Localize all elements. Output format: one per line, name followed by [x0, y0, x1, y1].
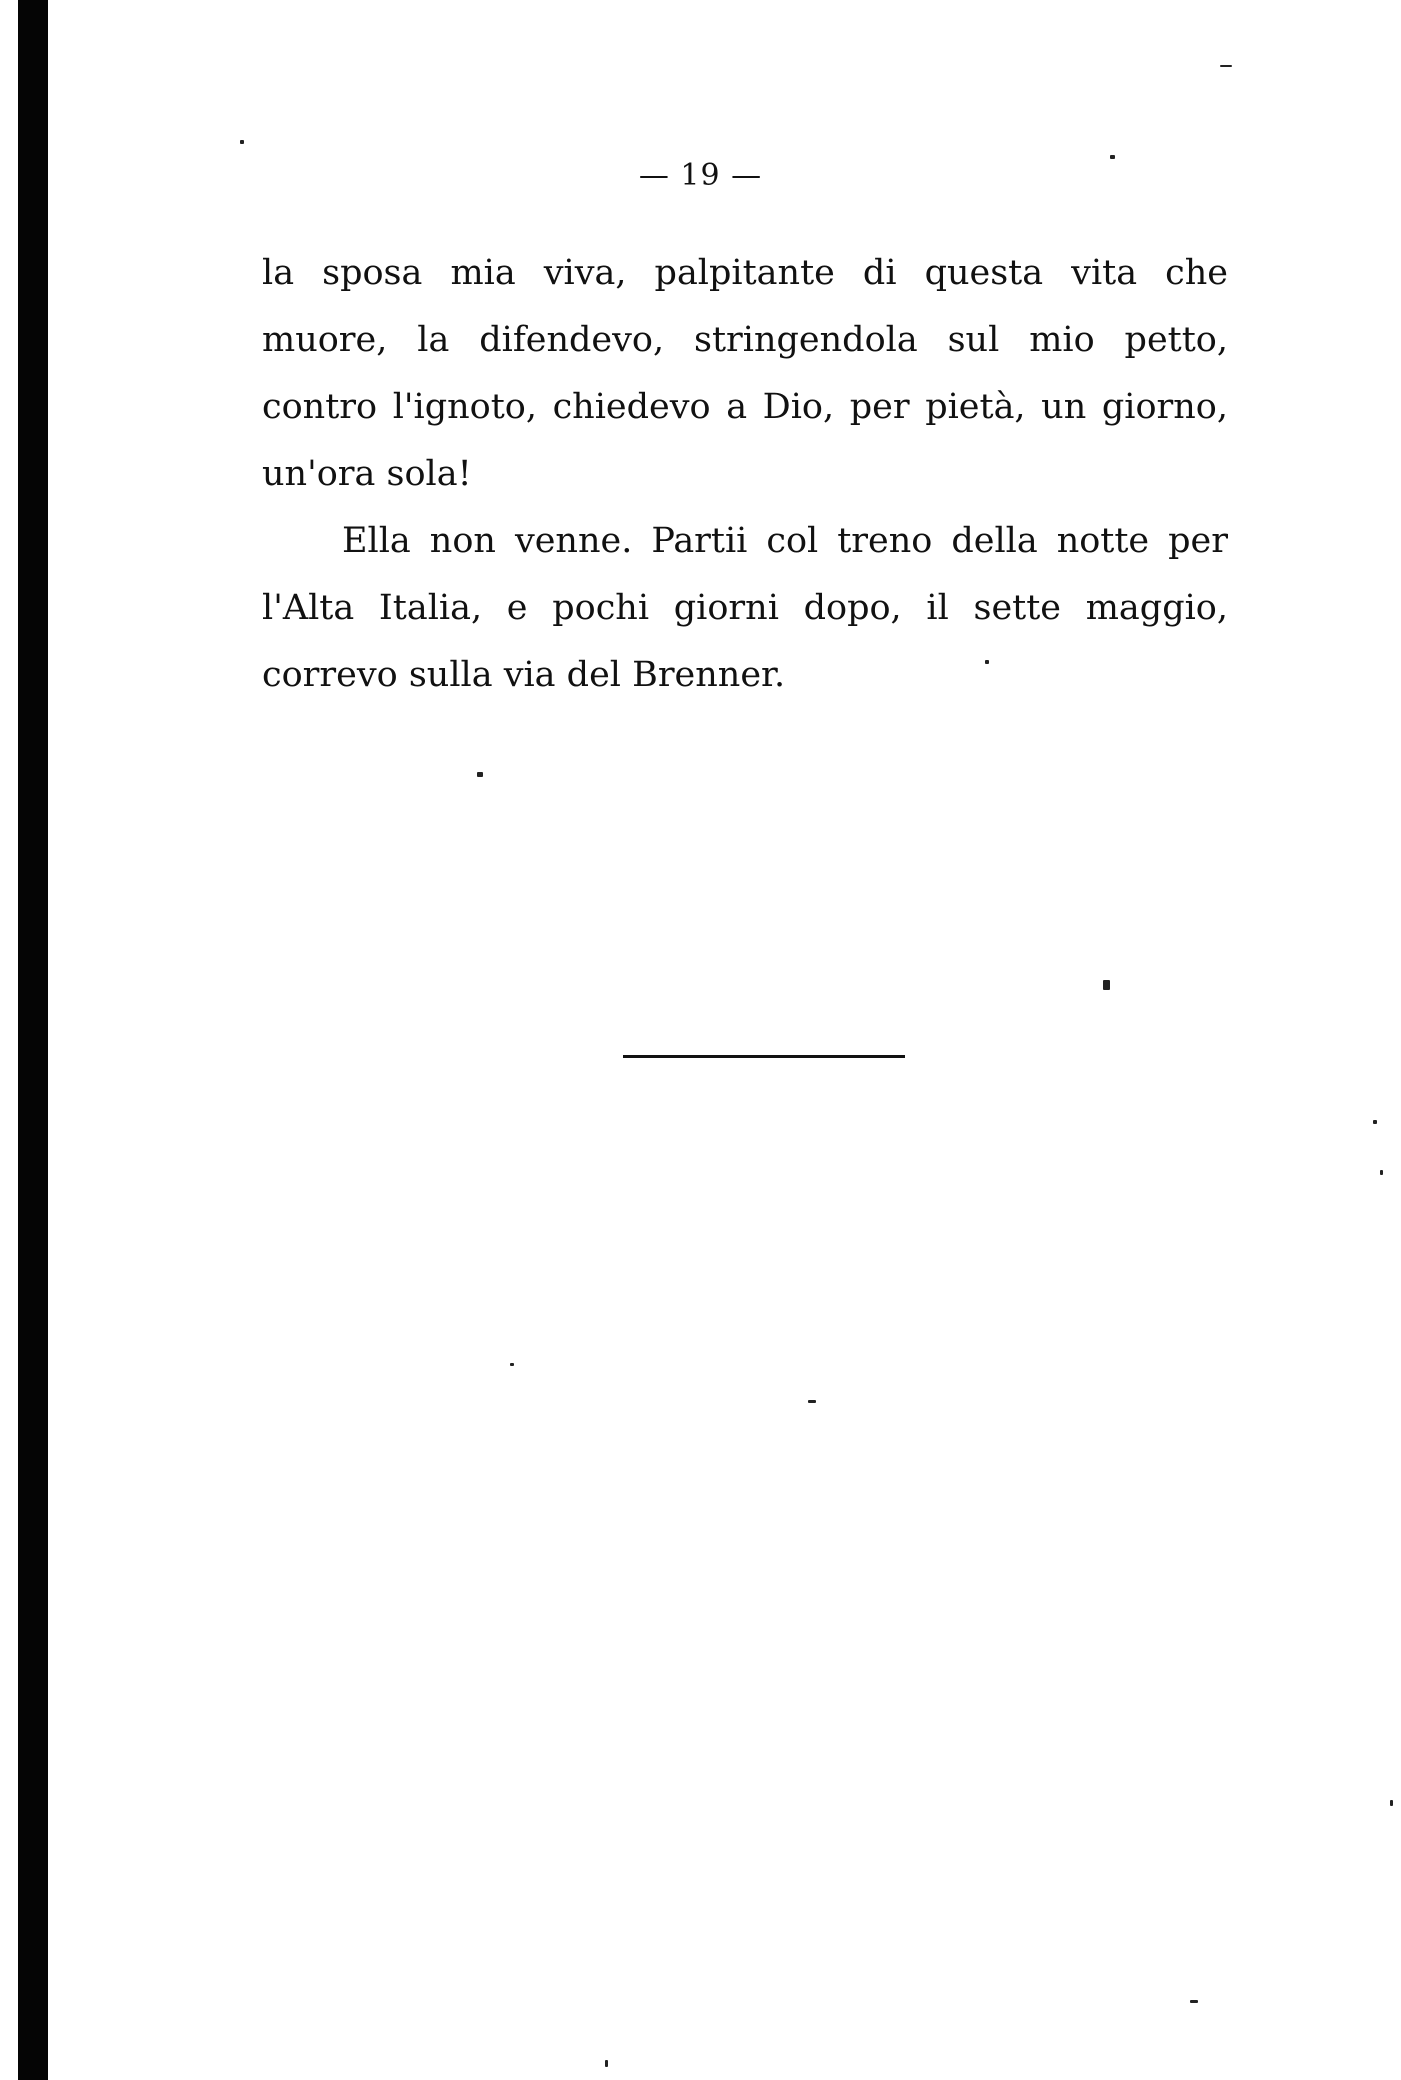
scan-speck [240, 140, 244, 144]
scan-binding-edge [18, 0, 48, 2080]
scan-speck [605, 2060, 608, 2067]
text-line: contro l'ignoto, chiedevo a Dio, per pietà, un giorno, [262, 387, 1228, 427]
scan-speck [1373, 1120, 1377, 1124]
paragraph [262, 508, 1228, 709]
scan-speck [808, 1400, 816, 1403]
text-line: un'ora sola! [262, 454, 472, 494]
scan-speck [1380, 1170, 1383, 1175]
text-line: l'Alta Italia, e pochi giorni dopo, il sette maggio, [262, 588, 1228, 628]
scan-speck [1103, 980, 1110, 990]
scan-speck [1110, 155, 1115, 159]
paragraph [262, 240, 1228, 508]
text-line: la sposa mia viva, palpitante di questa vita che [262, 253, 1228, 293]
text-line: Ella non venne. Partii col treno della notte per [342, 521, 1228, 561]
body-text [262, 240, 1228, 709]
text-line: muore, la difendevo, stringendola sul mio petto, [262, 320, 1228, 360]
scan-speck [1390, 1800, 1393, 1806]
text-line: correvo sulla via del Brenner. [262, 655, 786, 695]
scan-speck [1190, 2000, 1198, 2003]
end-of-chapter-rule [623, 1055, 905, 1058]
scan-speck [477, 772, 483, 777]
scan-speck [510, 1363, 514, 1366]
page-number: — 19 — [638, 158, 763, 193]
scan-speck [985, 660, 989, 664]
scan-speck [1220, 65, 1232, 67]
